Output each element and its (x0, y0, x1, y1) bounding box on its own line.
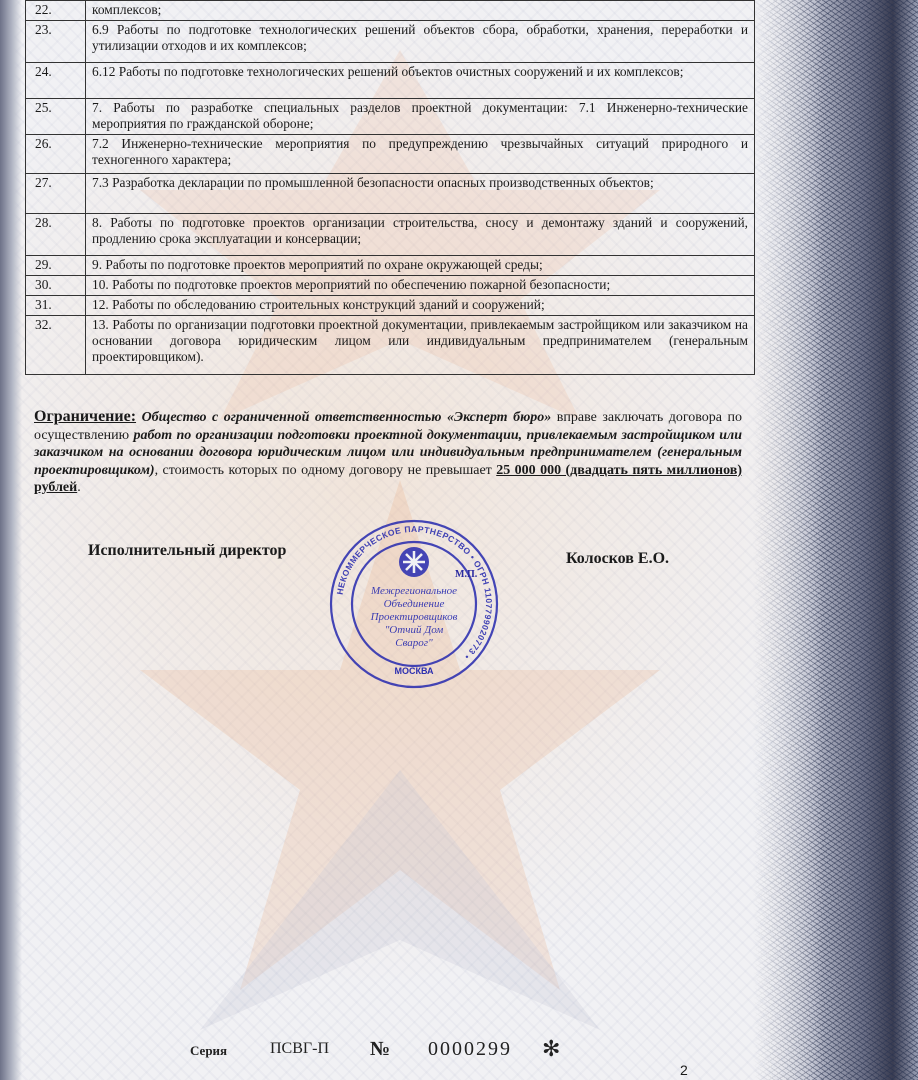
seal-outer-text: НЕКОММЕРЧЕСКОЕ ПАРТНЕРСТВО • ОГРН 1107799020773 • (334, 523, 495, 662)
row-text: 6.12 Работы по подготовке технологических решений объектов очистных сооружений и их комплексов; (86, 63, 755, 99)
table-row (26, 63, 755, 99)
restriction-text-2: , стоимость которых по одному договору не превышает (154, 462, 497, 478)
seal-line-1: Межрегиональное (370, 585, 458, 597)
series-label: Серия (190, 1043, 228, 1058)
table-row (26, 256, 755, 276)
row-text: 7. Работы по разработке специальных разделов проектной документации: 7.1 Инженерно-технические мероприятия по гражданской обороне; (86, 99, 755, 135)
guilloche-border (753, 0, 918, 1080)
table-row (26, 296, 755, 316)
table-row (26, 316, 755, 375)
row-number: 30. (26, 276, 86, 296)
row-text: 12. Работы по обследованию строительных конструкций зданий и сооружений; (86, 296, 755, 316)
row-number: 24. (26, 63, 86, 99)
signatory-title: Исполнительный директор (88, 542, 287, 559)
row-text: комплексов; (86, 1, 755, 21)
table-row (26, 21, 755, 63)
restriction-end: . (77, 480, 81, 495)
works-table (25, 0, 755, 375)
star-icon: ✻ (542, 1036, 561, 1061)
row-number: 29. (26, 256, 86, 276)
seal-line-2: Объединение (383, 598, 445, 610)
row-text: 7.2 Инженерно-технические мероприятия по предупреждению чрезвычайных ситуаций природного и техногенного характера; (86, 135, 755, 174)
seal-line-4: "Отчий Дом (384, 624, 444, 636)
row-number: 28. (26, 214, 86, 256)
series-value: ПСВГ-П (270, 1040, 330, 1057)
table-row (26, 99, 755, 135)
table-row (26, 135, 755, 174)
row-number: 22. (26, 1, 86, 21)
restriction-works: работ по организации подготовки проектной документации, привлекаемым застройщиком или заказчиком на основании договора юридическим лицом или индивидуальным предпринимателем (генеральным проектировщиком) (34, 427, 742, 478)
page-number: 2 (680, 1062, 688, 1078)
seal-emblem-icon (399, 547, 429, 577)
company-name: Общество с ограниченной ответственностью «Эксперт бюро» (141, 410, 552, 425)
row-text: 7.3 Разработка декларации по промышленной безопасности опасных производственных объектов; (86, 174, 755, 214)
left-edge-shadow (0, 0, 22, 1080)
seal-place-mark: М.П. (455, 569, 478, 580)
row-number: 31. (26, 296, 86, 316)
row-number: 23. (26, 21, 86, 63)
restriction-text: вправе заключать договора по осуществлению (34, 410, 743, 443)
table-row (26, 1, 755, 21)
row-text: 10. Работы по подготовке проектов мероприятий по обеспечению пожарной безопасности; (86, 276, 755, 296)
table-row (26, 174, 755, 214)
organization-seal (328, 518, 500, 690)
row-number: 27. (26, 174, 86, 214)
restriction-label: Ограничение: (34, 408, 137, 425)
signatory-name: Колосков Е.О. (566, 550, 670, 567)
row-text: 13. Работы по организации подготовки проектной документации, привлекаемым застройщиком или заказчиком на основании договора юридическим лицом или индивидуальным предпринимателем (генеральным проектировщиком). (86, 316, 755, 375)
form-number: 0000299 (428, 1038, 512, 1060)
row-text: 6.9 Работы по подготовке технологических решений объектов сбора, обработки, хранения, переработки и утилизации отходов и их комплексов; (86, 21, 755, 63)
row-text: 9. Работы по подготовке проектов мероприятий по охране окружающей среды; (86, 256, 755, 276)
row-number: 32. (26, 316, 86, 375)
seal-city: МОСКВА (394, 666, 434, 676)
number-label: № (370, 1038, 391, 1060)
seal-line-3: Проектировщиков (370, 611, 458, 623)
row-number: 26. (26, 135, 86, 174)
restriction-paragraph (34, 408, 742, 497)
restriction-amount: 25 000 000 (двадцать пять миллионов) рублей (34, 462, 742, 495)
table-row (26, 214, 755, 256)
row-number: 25. (26, 99, 86, 135)
table-row (26, 276, 755, 296)
seal-line-5: Сварог" (395, 637, 433, 649)
row-text: 8. Работы по подготовке проектов организации строительства, сносу и демонтажу зданий и сооружений, продлению срока эксплуатации и консервации; (86, 214, 755, 256)
